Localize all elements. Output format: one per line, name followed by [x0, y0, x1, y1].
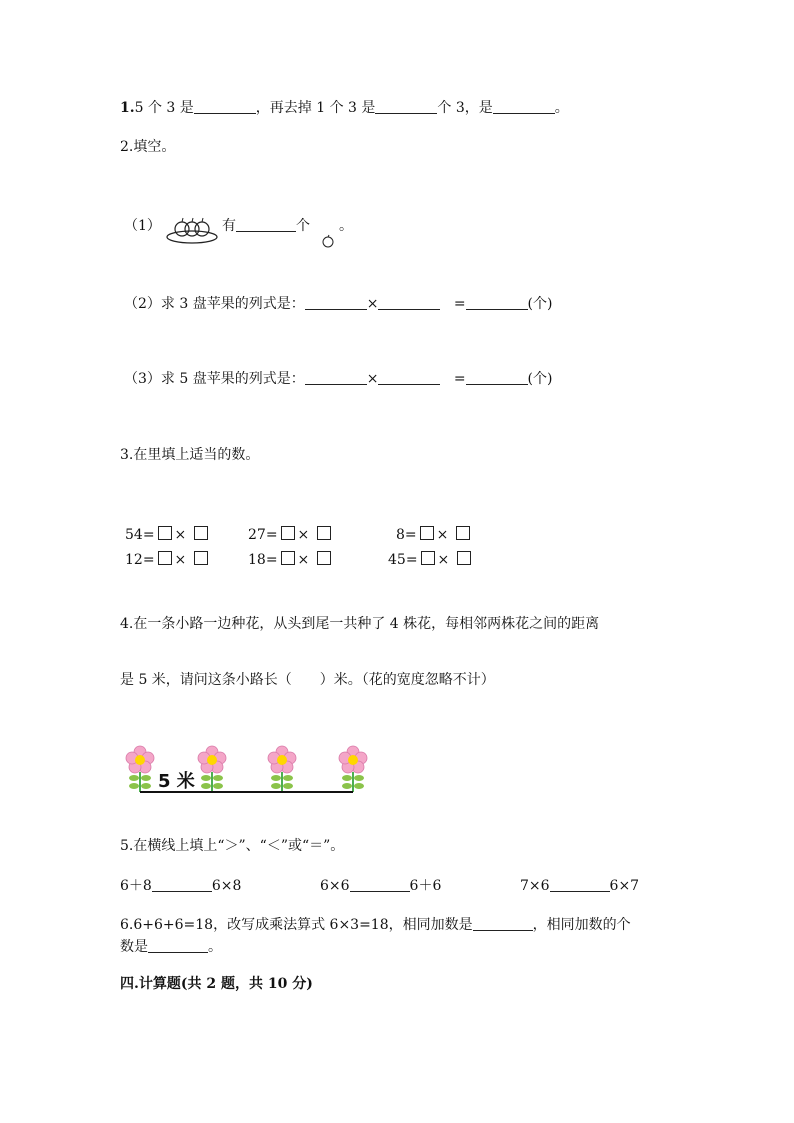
- q5-expr-3: [520, 876, 639, 896]
- q5-expr-2: [320, 876, 441, 896]
- q6-text-2: ，相同加数的个: [532, 917, 631, 933]
- q2-sub3-unit: (个): [527, 371, 553, 387]
- q3-row1-item3: [396, 525, 473, 545]
- q5-right: 6＋6: [409, 878, 442, 894]
- answer-box[interactable]: [317, 526, 331, 540]
- q2-sub1-label: （1）: [124, 218, 161, 234]
- q6-blank-2[interactable]: [148, 938, 208, 953]
- q2-sub3-blank-1[interactable]: [305, 370, 367, 385]
- answer-box[interactable]: [281, 551, 295, 565]
- q1-line: [120, 98, 569, 118]
- apple-icon: [321, 234, 335, 248]
- times-sign: ×: [174, 552, 187, 568]
- answer-box[interactable]: [456, 526, 470, 540]
- q1-text-3: 个 3，是: [437, 100, 493, 116]
- q2-sub3: [124, 369, 552, 389]
- flower-icon: [268, 746, 296, 792]
- q1-blank-2[interactable]: [375, 99, 437, 114]
- q2-sub2-blank-1[interactable]: [305, 295, 367, 310]
- q5-right: 6×7: [609, 878, 640, 894]
- q1-text-4: 。: [554, 100, 569, 116]
- q3-expr: 18=: [248, 552, 278, 568]
- q3-row1-item2: [248, 525, 334, 545]
- q5-right: 6×8: [211, 878, 242, 894]
- q3-expr: 54=: [125, 527, 155, 543]
- q6-text-4: 。: [208, 939, 222, 955]
- q5-left: 6＋8: [120, 878, 152, 894]
- q2-sub2-label: （2）求 3 盘苹果的列式是：: [124, 296, 305, 312]
- q2-sub2-blank-2[interactable]: [378, 295, 440, 310]
- q2-sub1-body: [222, 216, 310, 236]
- q3-row2-item3: [388, 550, 474, 570]
- q2-title: 2.填空。: [120, 139, 176, 155]
- q2-sub1-blank[interactable]: [236, 217, 296, 232]
- q3-expr: 12=: [125, 552, 155, 568]
- q2-sub1: [124, 216, 161, 236]
- q2-sub1-text-1: 有: [222, 218, 236, 234]
- q5-left: 7×6: [520, 878, 550, 894]
- q3-expr: 8=: [396, 527, 417, 543]
- q2-sub2-eq: =: [453, 296, 466, 312]
- q4-line-2: 是 5 米，请问这条小路长（ ）米。（花的宽度忽略不计）: [120, 672, 495, 688]
- q2-sub3-times: ×: [366, 371, 379, 387]
- times-sign: ×: [436, 527, 449, 543]
- times-sign: ×: [437, 552, 450, 568]
- q3-row2-item1: [125, 550, 211, 570]
- answer-box[interactable]: [420, 526, 434, 540]
- q5-left: 6×6: [320, 878, 350, 894]
- q5-expr-1: [120, 876, 241, 896]
- q1-blank-3[interactable]: [493, 99, 555, 114]
- answer-box[interactable]: [158, 526, 172, 540]
- q5-blank[interactable]: [152, 877, 212, 892]
- q1-number: 1.: [120, 100, 135, 116]
- q2-sub1-end: 。: [339, 218, 353, 234]
- q3-expr: 45=: [388, 552, 418, 568]
- q2-sub2-unit: (个): [527, 296, 553, 312]
- times-sign: ×: [297, 552, 310, 568]
- q2-sub2: [124, 294, 552, 314]
- answer-box[interactable]: [194, 526, 208, 540]
- q3-row1-item1: [125, 525, 211, 545]
- distance-label: 5 米: [158, 771, 195, 792]
- q1-blank-1[interactable]: [194, 99, 256, 114]
- q5-title: 5.在横线上填上“＞”、“＜”或“＝”。: [120, 838, 345, 854]
- q2-sub2-blank-3[interactable]: [466, 295, 528, 310]
- apple-plate-icon: [166, 213, 218, 245]
- answer-box[interactable]: [281, 526, 295, 540]
- q5-blank[interactable]: [350, 877, 410, 892]
- q6-blank-1[interactable]: [473, 916, 533, 931]
- q6-line-1: [120, 915, 631, 935]
- flower-icon: [198, 746, 226, 792]
- q4-line-1: 4.在一条小路一边种花，从头到尾一共种了 4 株花，每相邻两株花之间的距离: [120, 616, 600, 632]
- q1-text-2: ，再去掉 1 个 3 是: [255, 100, 376, 116]
- q2-sub2-times: ×: [366, 296, 379, 312]
- q5-blank[interactable]: [550, 877, 610, 892]
- q3-expr: 27=: [248, 527, 278, 543]
- flower-icon: [339, 746, 367, 792]
- q6-line-2: [120, 937, 222, 957]
- flower-icon: [126, 746, 154, 792]
- answer-box[interactable]: [194, 551, 208, 565]
- q3-title: 3.在里填上适当的数。: [120, 447, 260, 463]
- q2-sub3-eq: =: [453, 371, 466, 387]
- section-heading: 四.计算题(共 2 题，共 10 分): [120, 976, 313, 992]
- q3-row2-item2: [248, 550, 334, 570]
- times-sign: ×: [174, 527, 187, 543]
- q2-sub1-text-2: 个: [296, 218, 310, 234]
- answer-box[interactable]: [457, 551, 471, 565]
- q2-sub3-label: （3）求 5 盘苹果的列式是：: [124, 371, 305, 387]
- q1-text-1: 5 个 3 是: [134, 100, 194, 116]
- times-sign: ×: [297, 527, 310, 543]
- answer-box[interactable]: [158, 551, 172, 565]
- q6-text-3: 数是: [120, 939, 148, 955]
- q6-text-1: 6.6+6+6=18，改写成乘法算式 6×3=18，相同加数是: [120, 917, 473, 933]
- answer-box[interactable]: [421, 551, 435, 565]
- answer-box[interactable]: [317, 551, 331, 565]
- q2-sub3-blank-2[interactable]: [378, 370, 440, 385]
- q2-sub3-blank-3[interactable]: [466, 370, 528, 385]
